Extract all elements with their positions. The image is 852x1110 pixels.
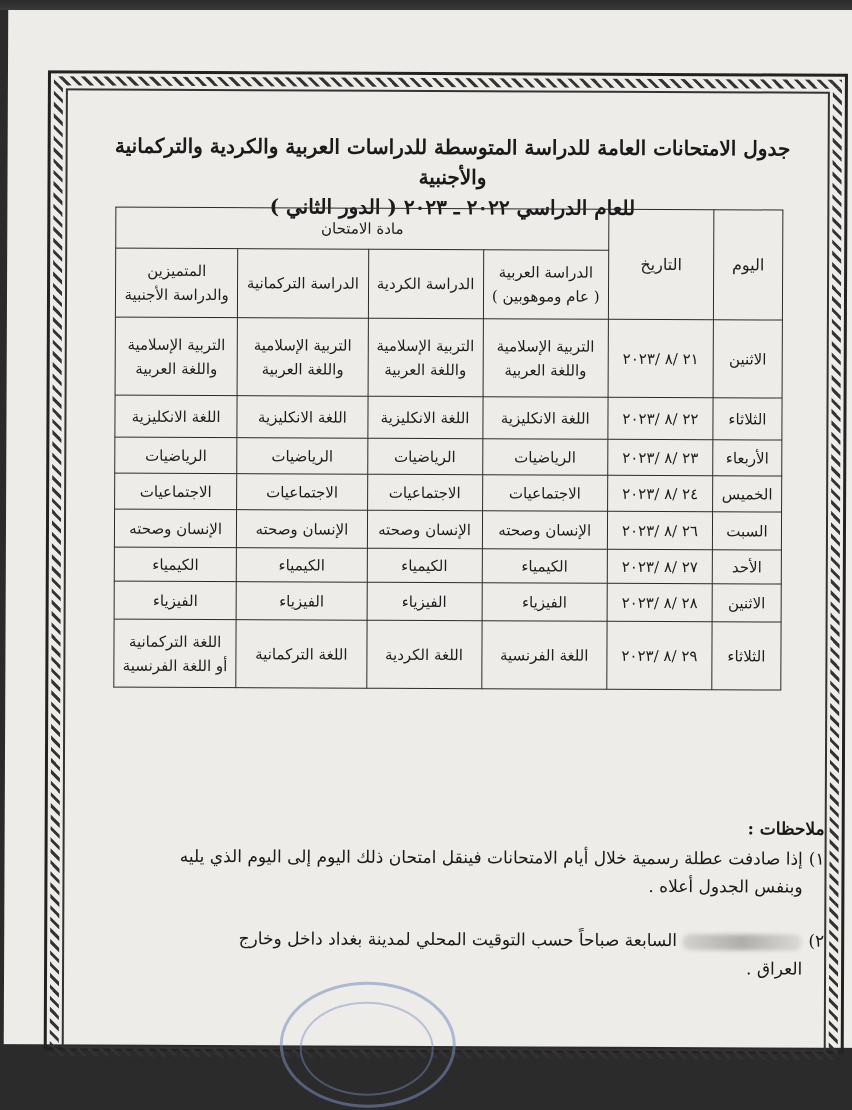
table-row [115,473,782,512]
subject-line-1: الفيزياء [279,591,325,611]
official-seal-inner-ring [300,1001,434,1096]
subject-cell [367,438,482,475]
date-cell: ٢٨ /٨ /٢٠٢٣ [607,583,712,621]
column-header-1 [483,250,609,320]
table-row [115,395,782,440]
subject-line-1: الرياضيات [271,446,334,466]
subject-cell [114,619,237,688]
subject-line-1: التربية الإسلامية [496,336,595,356]
subject-line-1: اللغة الانكليزية [131,407,221,426]
note-1-number: ١) [808,849,825,870]
subject-cell [481,621,607,690]
table-row [114,619,781,690]
table-row [114,581,781,622]
table-row [115,437,782,476]
subject-cell [482,583,608,622]
note-2-number: ٢) [808,931,825,952]
subject-cell [367,548,482,583]
subject-line-1: الفيزياء [521,592,567,612]
subject-line-2: واللغة العربية [504,360,587,380]
subject-line-1: الاجتماعيات [139,482,212,501]
subject-line-2: واللغة العربية [384,360,467,379]
subject-cell [114,547,236,582]
table-body [114,317,783,690]
subject-line-1: الرياضيات [393,447,456,466]
note-item-2 [84,924,824,983]
day-header: اليوم [713,210,782,320]
day-cell: الأحد [712,550,781,584]
subject-cell [114,581,236,620]
subject-cell [237,318,368,397]
exam-schedule-table [113,207,783,691]
subject-line-1: الرياضيات [514,447,576,467]
column-header-line-1: المتميزين [147,261,207,281]
table-header-row [116,207,783,251]
table-row [114,547,781,584]
subject-cell [367,510,482,549]
subject-cell [115,473,237,510]
note-2-line-2: العراق . [746,959,803,980]
subject-cell [482,511,608,550]
subject-line-1: الكيمياء [278,555,325,575]
subject-line-1: التربية الإسلامية [253,335,352,355]
subject-line-1: الاجتماعيات [388,483,461,502]
blurred-text-region [682,934,802,951]
subject-cell [367,582,482,621]
subject-line-1: اللغة الانكليزية [380,408,470,427]
day-cell: الاثنين [712,584,781,622]
subject-line-1: الإنسان وصحته [378,520,472,539]
note-item-1 [84,842,824,901]
subject-line-1: اللغة الفرنسية [499,645,589,665]
subject-line-1: اللغة الكردية [384,645,463,664]
subject-line-1: اللغة الانكليزية [500,408,590,428]
subject-cell [114,509,236,548]
document-paper [4,4,852,1048]
column-header-line-2: ( عام وموهوبين ) [491,287,600,306]
date-cell: ٢٦ /٨ /٢٠٢٣ [607,511,712,549]
subject-cell [237,510,367,549]
column-header-line-1: الدراسة العربية [498,263,594,282]
subject-line-2: واللغة العربية [261,359,344,379]
subject-line-1: الكيمياء [521,556,568,576]
subject-line-1: اللغة التركمانية [128,632,222,651]
notes-heading: ملاحظات : [747,819,825,840]
subject-line-1: اللغة التركمانية [255,644,348,664]
subject-line-1: الكيمياء [152,555,199,574]
date-cell: ٢٤ /٨ /٢٠٢٣ [608,475,713,511]
subject-cell [367,474,482,511]
date-cell: ٢٣ /٨ /٢٠٢٣ [608,439,713,475]
subject-line-1: اللغة الانكليزية [257,407,347,427]
date-cell: ٢٧ /٨ /٢٠٢٣ [607,549,712,583]
subject-cell [483,319,609,398]
subject-cell [236,620,367,689]
subject-line-1: الفيزياء [401,592,447,611]
day-cell: السبت [712,512,781,550]
subject-cell [237,438,367,475]
day-cell: الأربعاء [713,440,782,476]
background-edge [0,0,852,10]
subject-line-1: الاجتماعيات [266,482,339,502]
day-cell: الخميس [713,476,782,512]
subject-line-1: التربية الإسلامية [127,335,226,354]
subject-cell [368,318,483,397]
date-cell: ٢٢ /٨ /٢٠٢٣ [608,397,713,439]
column-header-line-2: والدراسة الأجنبية [124,285,229,305]
subject-cell [366,620,481,689]
subject-cell [236,582,366,621]
subject-cell [115,317,238,396]
subject-cell [115,437,237,474]
table-row [114,509,781,550]
date-header: التاريخ [608,209,713,319]
column-header-line-1: الدراسة الكردية [376,274,475,294]
subject-line-2: أو اللغة الفرنسية [122,656,228,675]
date-cell: ٢٩ /٨ /٢٠٢٣ [607,621,712,689]
subject-cell [237,396,367,439]
column-header-2 [368,249,483,319]
subject-cell [367,396,482,439]
subject-cell [482,549,608,584]
subject-line-1: الرياضيات [145,446,207,465]
subject-line-1: الاجتماعيات [508,483,581,503]
notes-section [84,812,825,983]
subject-line-1: الفيزياء [152,591,198,610]
column-header-line-1: الدراسة التركمانية [246,274,360,293]
subject-header: مادة الامتحان [116,207,609,250]
subject-line-1: الإنسان وصحته [129,519,223,538]
note-2-line-1: السابعة صباحاً حسب التوقيت المحلي لمدينة بغداد داخل وخارج [238,929,678,952]
subject-cell [237,548,367,583]
subject-cell [115,395,237,438]
subject-cell [482,439,608,476]
note-1-line-1: إذا صادفت عطلة رسمية خلال أيام الامتحانات فينقل امتحان ذلك اليوم إلى اليوم الذي يليه [179,846,803,870]
title-line-2: للعام الدراسي ٢٠٢٢ ـ ٢٠٢٣ ( الدور الثاني ) [269,194,636,220]
column-header-4 [115,248,238,318]
note-1-line-2: وبنفس الجدول أعلاه . [648,876,803,898]
subject-line-1: الإنسان وصحته [255,519,349,539]
subject-line-1: الإنسان وصحته [498,520,592,540]
day-cell: الثلاثاء [713,398,782,440]
subject-cell [482,397,608,440]
subject-line-2: واللغة العربية [135,359,218,378]
table-row [115,317,782,398]
subject-cell [482,475,608,512]
subject-line-1: الكيمياء [401,556,448,575]
column-header-3 [238,249,369,319]
title-line-1: جدول الامتحانات العامة للدراسة المتوسطة للدراسات العربية والكردية والتركمانية والأجنبية [114,133,791,190]
date-cell: ٢١ /٨ /٢٠٢٣ [608,319,713,397]
subject-line-1: التربية الإسلامية [376,336,475,355]
day-cell: الثلاثاء [712,622,781,690]
day-cell: الاثنين [713,320,782,398]
subject-cell [237,474,367,511]
